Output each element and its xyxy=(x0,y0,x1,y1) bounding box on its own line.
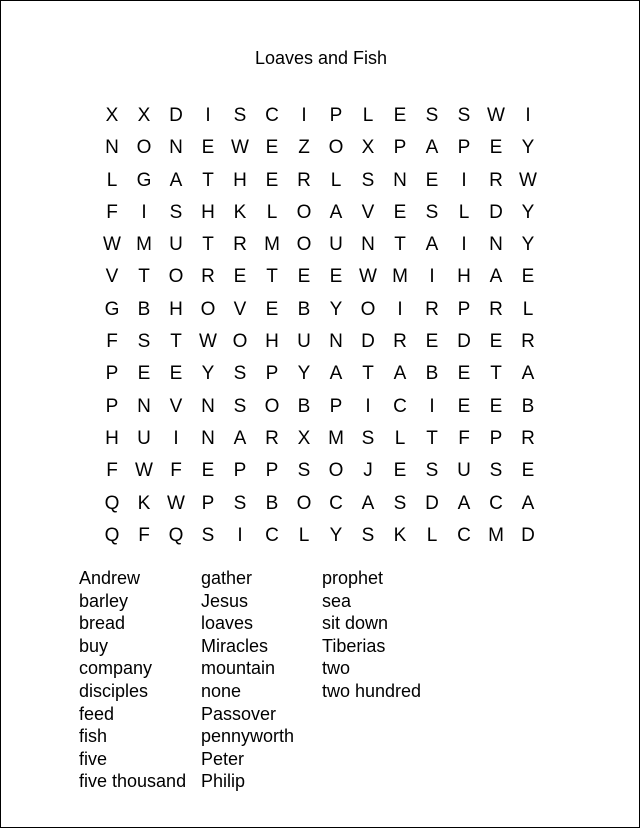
grid-letter: A xyxy=(425,234,439,256)
grid-letter: R xyxy=(265,427,279,449)
grid-letter: F xyxy=(138,524,150,546)
grid-letter: S xyxy=(233,395,247,417)
grid-letter: A xyxy=(329,201,343,223)
grid-letter: C xyxy=(329,492,343,514)
word-list-item: Andrew xyxy=(79,568,141,588)
grid-letter: B xyxy=(297,298,311,320)
grid-letter: T xyxy=(426,427,438,449)
grid-row xyxy=(96,197,544,229)
puzzle-title: Loaves and Fish xyxy=(254,48,388,68)
grid-letter: S xyxy=(297,460,311,482)
grid-letter: S xyxy=(201,524,215,546)
grid-letter: U xyxy=(329,234,343,256)
grid-letter: S xyxy=(489,460,503,482)
grid-letter: E xyxy=(265,298,279,320)
word-list-item: Miracles xyxy=(201,635,269,656)
grid-letter: S xyxy=(457,105,471,126)
grid-letter: R xyxy=(489,169,503,191)
grid-letter: Y xyxy=(201,363,215,385)
grid-letter: E xyxy=(425,169,439,191)
grid-letter: K xyxy=(393,524,407,546)
grid-letter: Y xyxy=(521,201,535,223)
grid-row xyxy=(96,100,544,132)
grid-letter: N xyxy=(169,137,183,159)
grid-letter: W xyxy=(199,331,217,353)
grid-letter: F xyxy=(106,331,118,353)
word-list-item: sea xyxy=(322,590,352,611)
word-list-item: buy xyxy=(79,635,109,656)
grid-letter: U xyxy=(169,234,183,256)
grid-row xyxy=(96,326,544,358)
grid-letter: G xyxy=(104,298,120,320)
grid-row xyxy=(96,261,544,293)
grid-letter: X xyxy=(297,427,311,449)
grid-letter: N xyxy=(201,427,215,449)
grid-letter: S xyxy=(425,105,439,126)
grid-letter: T xyxy=(202,169,214,191)
grid-letter: L xyxy=(522,298,534,320)
word-column-3 xyxy=(322,567,452,793)
grid-letter: D xyxy=(521,524,535,546)
grid-letter: I xyxy=(173,427,179,449)
word-list-item: gather xyxy=(201,568,253,588)
grid-letter: W xyxy=(487,105,505,126)
grid-letter: R xyxy=(521,331,535,353)
grid-row xyxy=(96,358,544,390)
grid-letter: O xyxy=(168,266,184,288)
grid-letter: R xyxy=(233,234,247,256)
grid-letter: R xyxy=(425,298,439,320)
grid-row xyxy=(96,391,544,423)
grid-letter: W xyxy=(519,169,537,191)
grid-letter: I xyxy=(397,298,403,320)
grid-letter: X xyxy=(105,105,119,126)
grid-letter: D xyxy=(361,331,375,353)
grid-letter: I xyxy=(205,105,211,126)
grid-letter: Y xyxy=(329,524,343,546)
word-list-item: fish xyxy=(79,726,108,747)
grid-letter: R xyxy=(297,169,311,191)
grid-letter: E xyxy=(393,105,407,126)
grid-letter: P xyxy=(233,460,247,482)
grid-letter: B xyxy=(521,395,535,417)
grid-letter: B xyxy=(137,298,151,320)
grid-letter: C xyxy=(265,524,279,546)
word-list-item: Passover xyxy=(201,703,277,724)
word-list-item: loaves xyxy=(201,613,254,634)
word-list xyxy=(79,567,452,793)
grid-letter: S xyxy=(233,363,247,385)
grid-letter: O xyxy=(360,298,376,320)
word-list-item: five xyxy=(79,748,108,769)
grid-letter: F xyxy=(106,460,118,482)
grid-letter: N xyxy=(393,169,407,191)
grid-letter: L xyxy=(106,169,118,191)
grid-letter: T xyxy=(202,234,214,256)
grid-letter: O xyxy=(328,137,344,159)
grid-letter: S xyxy=(233,492,247,514)
grid-letter: I xyxy=(525,105,531,126)
word-list-item: none xyxy=(201,680,242,701)
grid-letter: N xyxy=(329,331,343,353)
grid-letter: I xyxy=(237,524,243,546)
grid-row xyxy=(96,520,544,552)
grid-letter: C xyxy=(457,524,471,546)
grid-letter: B xyxy=(425,363,439,385)
word-list-item: Peter xyxy=(201,748,245,769)
grid-letter: H xyxy=(457,266,471,288)
grid-letter: I xyxy=(461,169,467,191)
grid-letter: R xyxy=(393,331,407,353)
grid-letter: E xyxy=(457,363,471,385)
grid-letter: Y xyxy=(297,363,311,385)
word-list-item: feed xyxy=(79,703,115,724)
grid-row xyxy=(96,165,544,197)
grid-letter: E xyxy=(489,331,503,353)
grid-letter: U xyxy=(297,331,311,353)
grid-letter: L xyxy=(266,201,278,223)
grid-letter: P xyxy=(105,363,119,385)
grid-letter: S xyxy=(361,169,375,191)
grid-letter: A xyxy=(329,363,343,385)
grid-letter: D xyxy=(425,492,439,514)
grid-letter: P xyxy=(489,427,503,449)
word-list-item: barley xyxy=(79,590,129,611)
word-list-item: company xyxy=(79,658,153,679)
grid-letter: K xyxy=(137,492,151,514)
grid-letter: S xyxy=(361,524,375,546)
grid-letter: T xyxy=(266,266,278,288)
grid-letter: S xyxy=(137,331,151,353)
grid-letter: N xyxy=(105,137,119,159)
grid-letter: L xyxy=(298,524,310,546)
grid-letter: S xyxy=(233,105,247,126)
grid-row xyxy=(96,423,544,455)
grid-letter: L xyxy=(330,169,342,191)
grid-letter: T xyxy=(170,331,182,353)
grid-letter: E xyxy=(201,460,215,482)
grid-letter: E xyxy=(169,363,183,385)
grid-letter: P xyxy=(105,395,119,417)
word-list-item: mountain xyxy=(201,658,276,679)
grid-letter: B xyxy=(297,395,311,417)
grid-row xyxy=(96,455,544,487)
grid-letter: D xyxy=(169,105,183,126)
grid-letter: C xyxy=(393,395,407,417)
grid-letter: P xyxy=(329,105,343,126)
grid-letter: C xyxy=(489,492,503,514)
grid-letter: M xyxy=(392,266,408,288)
grid-letter: O xyxy=(328,460,344,482)
word-list-item: disciples xyxy=(79,680,149,701)
word-list-item: Tiberias xyxy=(322,635,386,656)
grid-letter: O xyxy=(200,298,216,320)
grid-letter: E xyxy=(265,169,279,191)
grid-letter: U xyxy=(137,427,151,449)
grid-letter: E xyxy=(521,266,535,288)
grid-letter: S xyxy=(425,460,439,482)
grid-letter: H xyxy=(233,169,247,191)
grid-letter: A xyxy=(457,492,471,514)
grid-letter: V xyxy=(233,298,247,320)
grid-letter: M xyxy=(328,427,344,449)
grid-letter: Q xyxy=(168,524,184,546)
grid-letter: A xyxy=(521,363,535,385)
grid-letter: E xyxy=(137,363,151,385)
grid-letter: Y xyxy=(521,234,535,256)
grid-letter: W xyxy=(167,492,185,514)
grid-letter: K xyxy=(233,201,247,223)
grid-letter: I xyxy=(429,266,435,288)
grid-letter: E xyxy=(521,460,535,482)
grid-letter: A xyxy=(489,266,503,288)
grid-letter: C xyxy=(265,105,279,126)
word-list-item: five thousand xyxy=(79,771,187,792)
grid-letter: T xyxy=(490,363,502,385)
grid-letter: W xyxy=(359,266,377,288)
grid-letter: S xyxy=(393,492,407,514)
grid-letter: Y xyxy=(521,137,535,159)
grid-letter: E xyxy=(489,395,503,417)
grid-letter: M xyxy=(136,234,152,256)
grid-letter: X xyxy=(361,137,375,159)
grid-letter: O xyxy=(264,395,280,417)
grid-letter: E xyxy=(489,137,503,159)
grid-letter: V xyxy=(361,201,375,223)
grid-letter: E xyxy=(393,201,407,223)
grid-letter: D xyxy=(457,331,471,353)
grid-letter: Q xyxy=(104,524,120,546)
grid-letter: F xyxy=(458,427,470,449)
grid-letter: I xyxy=(429,395,435,417)
word-list-item: Jesus xyxy=(201,590,249,611)
grid-letter: P xyxy=(265,460,279,482)
grid-letter: E xyxy=(233,266,247,288)
grid-letter: F xyxy=(170,460,182,482)
grid-letter: E xyxy=(265,137,279,159)
grid-letter: R xyxy=(521,427,535,449)
grid-letter: E xyxy=(425,331,439,353)
word-list-item: two xyxy=(322,658,351,679)
grid-letter: R xyxy=(489,298,503,320)
grid-letter: R xyxy=(201,266,215,288)
grid-letter: P xyxy=(393,137,407,159)
grid-letter: M xyxy=(264,234,280,256)
letter-grid xyxy=(96,100,544,552)
grid-letter: O xyxy=(296,234,312,256)
word-list-item: two hundred xyxy=(322,680,422,701)
grid-letter: X xyxy=(137,105,151,126)
grid-letter: I xyxy=(141,201,147,223)
word-list-item: prophet xyxy=(322,568,384,588)
grid-letter: T xyxy=(394,234,406,256)
grid-letter: I xyxy=(301,105,307,126)
grid-letter: V xyxy=(105,266,119,288)
grid-letter: L xyxy=(362,105,374,126)
grid-letter: E xyxy=(201,137,215,159)
grid-letter: S xyxy=(361,427,375,449)
grid-letter: G xyxy=(136,169,152,191)
grid-letter: M xyxy=(488,524,504,546)
grid-letter: V xyxy=(169,395,183,417)
word-column-2 xyxy=(201,567,322,793)
grid-letter: W xyxy=(231,137,249,159)
grid-letter: P xyxy=(457,298,471,320)
grid-letter: Y xyxy=(329,298,343,320)
grid-letter: F xyxy=(106,201,118,223)
grid-letter: D xyxy=(489,201,503,223)
grid-letter: A xyxy=(393,363,407,385)
word-column-1 xyxy=(79,567,201,793)
grid-letter: T xyxy=(138,266,150,288)
grid-letter: T xyxy=(362,363,374,385)
grid-letter: E xyxy=(457,395,471,417)
grid-letter: E xyxy=(329,266,343,288)
grid-letter: I xyxy=(461,234,467,256)
grid-letter: E xyxy=(393,460,407,482)
grid-letter: W xyxy=(135,460,153,482)
word-list-item: bread xyxy=(79,613,126,634)
grid-letter: N xyxy=(361,234,375,256)
grid-letter: A xyxy=(521,492,535,514)
grid-row xyxy=(96,132,544,164)
grid-letter: O xyxy=(136,137,152,159)
grid-letter: A xyxy=(233,427,247,449)
grid-letter: Q xyxy=(104,492,120,514)
grid-letter: N xyxy=(201,395,215,417)
grid-letter: B xyxy=(265,492,279,514)
grid-letter: W xyxy=(103,234,121,256)
grid-letter: U xyxy=(457,460,471,482)
grid-letter: A xyxy=(169,169,183,191)
grid-letter: P xyxy=(201,492,215,514)
grid-letter: J xyxy=(363,460,373,482)
grid-letter: O xyxy=(296,492,312,514)
grid-letter: H xyxy=(265,331,279,353)
grid-letter: E xyxy=(297,266,311,288)
grid-row xyxy=(96,294,544,326)
grid-letter: S xyxy=(425,201,439,223)
grid-letter: L xyxy=(458,201,470,223)
grid-letter: N xyxy=(137,395,151,417)
grid-letter: I xyxy=(365,395,371,417)
grid-letter: P xyxy=(265,363,279,385)
word-list-item: pennyworth xyxy=(201,726,295,747)
grid-letter: L xyxy=(394,427,406,449)
grid-letter: Z xyxy=(298,137,310,159)
grid-letter: H xyxy=(105,427,119,449)
grid-letter: A xyxy=(425,137,439,159)
grid-letter: H xyxy=(201,201,215,223)
grid-letter: S xyxy=(169,201,183,223)
word-list-item: sit down xyxy=(322,613,389,634)
grid-letter: H xyxy=(169,298,183,320)
word-list-item: Philip xyxy=(201,771,246,792)
grid-letter: P xyxy=(329,395,343,417)
grid-row xyxy=(96,229,544,261)
grid-letter: O xyxy=(296,201,312,223)
grid-row xyxy=(96,488,544,520)
grid-letter: N xyxy=(489,234,503,256)
grid-letter: O xyxy=(232,331,248,353)
grid-letter: A xyxy=(361,492,375,514)
grid-letter: L xyxy=(426,524,438,546)
grid-letter: P xyxy=(457,137,471,159)
